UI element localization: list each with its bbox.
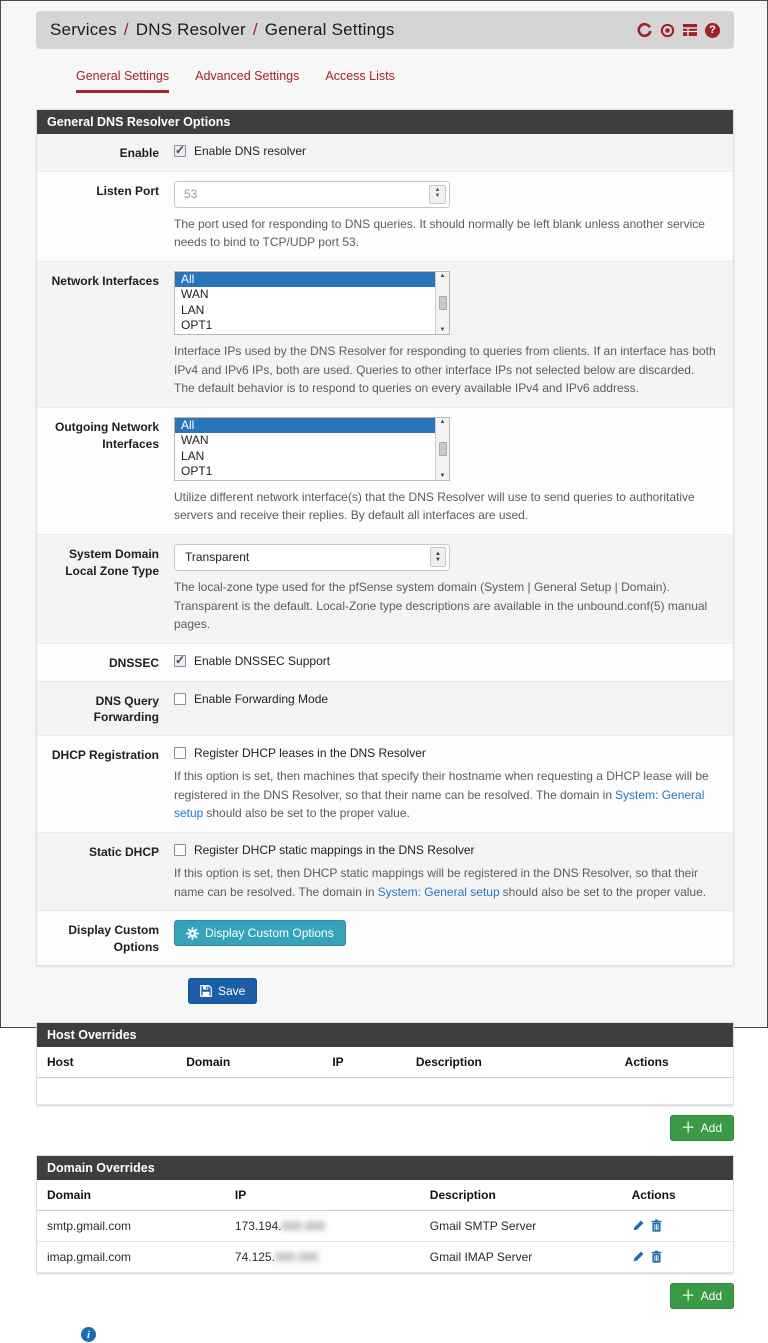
breadcrumb-separator: /: [252, 20, 258, 39]
host-overrides-table: [37, 1047, 733, 1105]
row-query-forwarding: [37, 682, 733, 737]
row-label: Enable: [119, 146, 159, 160]
add-domain-override-button[interactable]: [670, 1283, 734, 1309]
host-overrides-panel: [36, 1022, 734, 1106]
button-label: Add: [700, 1288, 722, 1303]
breadcrumb: [50, 20, 395, 40]
listen-port-value: 53: [184, 187, 198, 202]
help-pre: If this option is set, then DHCP static mappings will be registered in the DNS Resolver, so that their name can be resolved. The domain in: [174, 865, 699, 899]
column-header: IP: [322, 1047, 406, 1078]
breadcrumb-services[interactable]: Services: [50, 20, 117, 39]
plus-icon: ＋: [681, 1287, 695, 1303]
delete-trash-icon[interactable]: [650, 1250, 663, 1263]
help-text: [174, 767, 721, 823]
register-dhcp-leases-checkbox[interactable]: [174, 747, 186, 759]
listbox-option[interactable]: WAN: [181, 433, 209, 448]
column-header: Domain: [37, 1180, 225, 1211]
row-dnssec: [37, 644, 733, 682]
column-header: Domain: [176, 1047, 322, 1078]
listbox-scrollbar[interactable]: [435, 272, 449, 334]
breadcrumb-general-settings: General Settings: [264, 20, 395, 39]
ip-redacted: 888.888: [274, 1249, 319, 1264]
button-label: Add: [700, 1120, 722, 1135]
display-custom-options-button[interactable]: [174, 920, 346, 946]
tab-access-lists[interactable]: Access Lists: [325, 69, 395, 83]
row-enable: [37, 134, 733, 172]
general-options-panel: [36, 109, 734, 966]
row-label: DNSSEC: [108, 655, 159, 670]
row-label: Network Interfaces: [51, 273, 159, 288]
panel-title: General DNS Resolver Options: [37, 110, 733, 134]
add-host-override-button[interactable]: [670, 1115, 734, 1141]
breadcrumb-dns-resolver[interactable]: DNS Resolver: [135, 20, 246, 39]
description-cell: Gmail IMAP Server: [420, 1241, 622, 1272]
system-general-setup-link[interactable]: System: General setup: [174, 787, 705, 821]
gear-icon: [186, 927, 199, 940]
listbox-option[interactable]: LAN: [181, 448, 205, 463]
help-icon[interactable]: ?: [705, 23, 720, 38]
checkbox-label: Enable DNSSEC Support: [194, 653, 331, 668]
outgoing-interfaces-listbox[interactable]: [174, 417, 450, 481]
row-label: Outgoing Network Interfaces: [55, 419, 159, 451]
row-label: Listen Port: [96, 183, 159, 198]
ip-visible: 173.194.: [234, 1218, 282, 1233]
floppy-disk-icon: [200, 985, 212, 997]
ip-cell: [225, 1241, 420, 1272]
delete-trash-icon[interactable]: [650, 1219, 663, 1232]
listbox-option[interactable]: OPT1: [181, 318, 213, 333]
column-header: Actions: [615, 1047, 733, 1078]
row-label: DNS Query Forwarding: [93, 693, 159, 725]
service-status-icon[interactable]: [659, 22, 675, 38]
panel-title: Domain Overrides: [37, 1156, 733, 1180]
scroll-down-icon[interactable]: ▼: [439, 326, 446, 333]
row-label: System Domain Local Zone Type: [65, 546, 159, 578]
table-row: [37, 1241, 733, 1272]
description-cell: Gmail SMTP Server: [420, 1210, 622, 1241]
row-dhcp-registration: [37, 736, 733, 833]
table-row-empty: [37, 1077, 733, 1104]
domain-overrides-table: [37, 1180, 733, 1273]
listbox-option[interactable]: WAN: [181, 287, 209, 302]
help-text: Interface IPs used by the DNS Resolver for responding to queries from clients. If an interface has both IPv4 and IPv6 IPs, both are used. Queries to other interface IPs not selected below are discarded. The default behavior is to respond to queries on every available IPv4 and IPv6 address.: [174, 343, 716, 396]
listen-port-input[interactable]: [174, 181, 450, 208]
column-header: IP: [225, 1180, 420, 1211]
system-general-setup-link[interactable]: System: General setup: [377, 884, 500, 899]
checkbox-label: Enable DNS resolver: [194, 144, 307, 158]
ip-visible: 74.125.: [234, 1249, 275, 1264]
service-restart-icon[interactable]: [636, 22, 652, 38]
checkbox-label: Register DHCP static mappings in the DNS Resolver: [194, 842, 475, 857]
panel-title: Host Overrides: [37, 1023, 733, 1047]
help-text: Utilize different network interface(s) that the DNS Resolver will use to send queries to authoritative servers and receive their replies. By default all interfaces are used.: [174, 489, 695, 523]
help-text: The local-zone type used for the pfSense system domain (System | General Setup | Domain). Transparent is the default. Local-Zone type descriptions are available in the unbound.conf(5) manual pages.: [174, 579, 708, 632]
scroll-up-icon[interactable]: ▲: [439, 272, 446, 279]
info-icon[interactable]: i: [81, 1327, 96, 1342]
help-text: [174, 864, 721, 901]
domain-cell: imap.gmail.com: [37, 1241, 225, 1272]
chevron-down-icon[interactable]: ▲ ▼: [430, 547, 446, 567]
scroll-down-icon[interactable]: ▼: [439, 472, 446, 479]
button-label: Save: [218, 983, 246, 998]
ip-cell: [225, 1210, 420, 1241]
tab-general-settings[interactable]: General Settings: [76, 69, 169, 93]
listbox-option[interactable]: All: [175, 272, 435, 288]
row-label: Static DHCP: [88, 844, 159, 859]
help-text: The port used for responding to DNS queries. It should normally be left blank unless another service needs to bind to TCP/UDP port 53.: [174, 216, 705, 250]
related-log-icon[interactable]: [682, 22, 698, 38]
tab-bar: [76, 69, 694, 93]
footer: [81, 1325, 734, 1343]
table-row: [37, 1210, 733, 1241]
column-header: Description: [406, 1047, 615, 1078]
checkbox-label: Enable Forwarding Mode: [194, 691, 329, 706]
row-local-zone-type: [37, 535, 733, 644]
select-value: Transparent: [185, 550, 250, 565]
save-button[interactable]: [188, 978, 257, 1004]
ip-redacted: 888.888: [281, 1218, 326, 1233]
scroll-up-icon[interactable]: ▲: [439, 418, 446, 425]
button-label: Display Custom Options: [205, 926, 334, 941]
column-header: Host: [37, 1047, 176, 1078]
header-icons: [636, 22, 720, 38]
edit-pencil-icon[interactable]: [632, 1219, 645, 1232]
host-overrides-add-row: [36, 1115, 734, 1141]
row-label: DHCP Registration: [51, 748, 159, 763]
row-label: Display Custom Options: [68, 923, 159, 954]
scrollbar-thumb[interactable]: [439, 442, 447, 456]
tab-advanced-settings[interactable]: Advanced Settings: [195, 69, 300, 83]
listbox-option[interactable]: All: [175, 418, 435, 434]
domain-overrides-add-row: [36, 1283, 734, 1309]
listbox-scrollbar[interactable]: [435, 418, 449, 480]
help-pre: If this option is set, then machines that specify their hostname when requesting a DHCP lease will be registered in the DNS Resolver, so that their name can be resolved. The domain in: [174, 769, 709, 802]
row-static-dhcp: [37, 833, 733, 911]
number-spinner-icon[interactable]: ▲ ▼: [429, 185, 446, 204]
row-listen-port: [37, 172, 733, 262]
domain-overrides-panel: [36, 1155, 734, 1274]
column-header: Actions: [622, 1180, 733, 1211]
plus-icon: ＋: [681, 1119, 695, 1135]
save-row: [36, 966, 734, 1008]
register-static-mappings-checkbox[interactable]: [174, 844, 186, 856]
local-zone-type-select[interactable]: [174, 544, 450, 571]
domain-cell: smtp.gmail.com: [37, 1210, 225, 1241]
help-post: should also be set to the proper value.: [206, 806, 410, 821]
scrollbar-thumb[interactable]: [439, 296, 447, 310]
column-header: Description: [420, 1180, 622, 1211]
row-outgoing-interfaces: [37, 408, 733, 535]
breadcrumb-bar: [36, 11, 734, 49]
breadcrumb-separator: /: [123, 20, 129, 39]
row-custom-options: [37, 911, 733, 965]
enable-forwarding-checkbox[interactable]: [174, 693, 186, 705]
help-post: should also be set to the proper value.: [502, 884, 707, 899]
edit-pencil-icon[interactable]: [632, 1250, 645, 1263]
row-network-interfaces: [37, 262, 733, 408]
listbox-option[interactable]: LAN: [181, 302, 205, 317]
network-interfaces-listbox[interactable]: [174, 271, 450, 335]
enable-dns-resolver-checkbox[interactable]: [174, 145, 186, 157]
enable-dnssec-checkbox[interactable]: [174, 655, 186, 667]
listbox-option[interactable]: OPT1: [181, 464, 213, 479]
checkbox-label: Register DHCP leases in the DNS Resolver: [194, 746, 426, 761]
